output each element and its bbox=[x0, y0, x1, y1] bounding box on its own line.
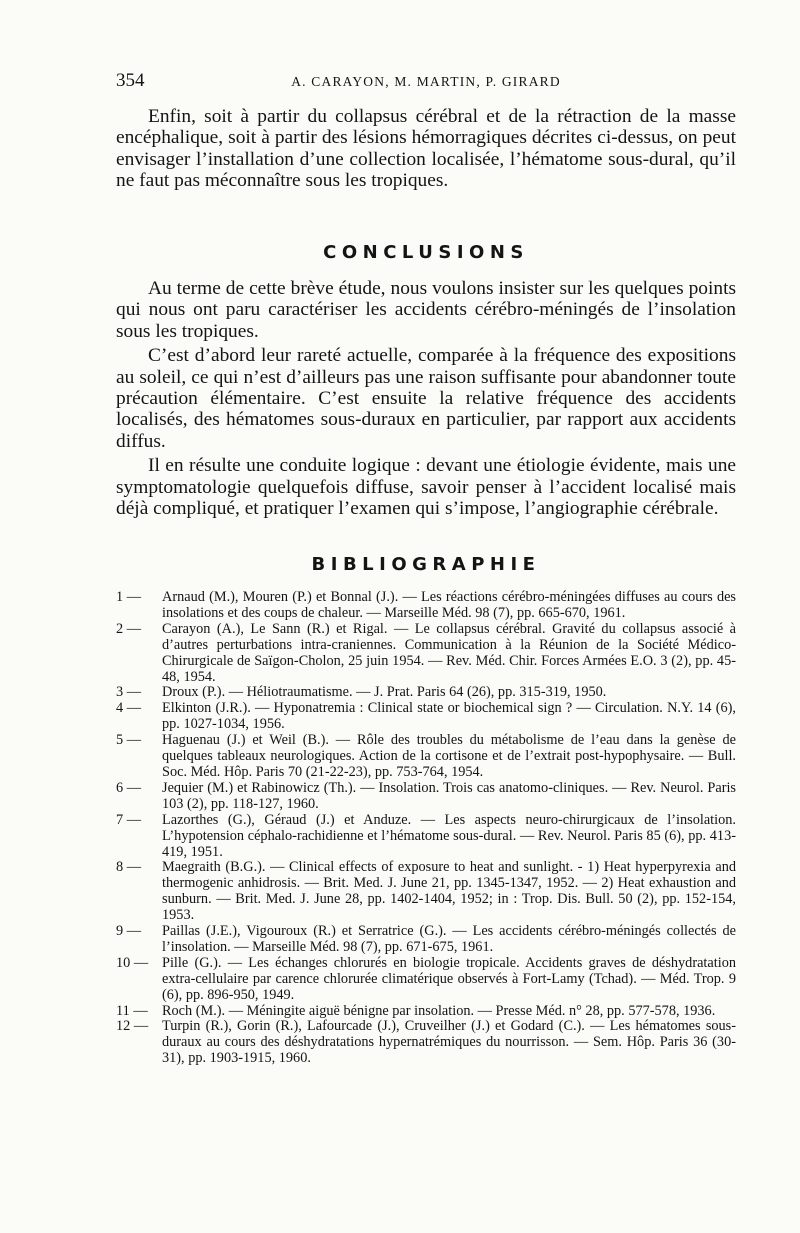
bibliography-entry bbox=[116, 860, 736, 924]
bibliography-entry-number: 2 — bbox=[116, 620, 142, 637]
bibliography-entry-number: 12 — bbox=[116, 1018, 149, 1035]
bibliography-entry bbox=[116, 1019, 736, 1067]
conclusions-paragraph-2: C’est d’abord leur rareté actuelle, comparée à la fréquence des expositions au soleil, ce qui n’est d’ailleurs pas une raison suffisante pour abandonner toute précaution élémentaire. C’est ensuite la relative fréquence des accidents localisés, des hématomes sous-duraux en particulier, par rapport aux accidents diffus. bbox=[116, 345, 736, 452]
bibliography-entry-number: 3 — bbox=[116, 684, 142, 701]
bibliography-entry-number: 10 — bbox=[116, 954, 149, 971]
bibliography-entry-number: 11 — bbox=[116, 1002, 148, 1019]
running-head: A. CARAYON, M. MARTIN, P. GIRARD bbox=[291, 74, 561, 89]
bibliography-entry bbox=[116, 1004, 736, 1020]
bibliography-entry bbox=[116, 813, 736, 861]
conclusions-paragraph-3: Il en résulte une conduite logique : devant une étiologie évidente, mais une symptomatologie quelquefois diffuse, savoir penser à l’accident localisé mais déjà compliqué, et pratiquer l’examen qui s’impose, l’angiographie cérébrale. bbox=[116, 455, 736, 520]
bibliography-entry bbox=[116, 956, 736, 1004]
bibliography-entry bbox=[116, 781, 736, 813]
bibliography-entry-text: Arnaud (M.), Mouren (P.) et Bonnal (J.). — Les réactions cérébro-méningées diffuses au cours des insolations et des coups de chaleur. — Marseille Méd. 98 (7), pp. 665-670, 1961. bbox=[162, 589, 736, 621]
bibliography-title: BIBLIOGRAPHIE bbox=[311, 554, 541, 575]
bibliography-entry-text: Elkinton (J.R.). — Hyponatremia : Clinical state or biochemical sign ? — Circulation. N.Y. 14 (6), pp. 1027-1034, 1956. bbox=[162, 700, 736, 733]
conclusions-paragraph-1: Au terme de cette brève étude, nous voulons insister sur les quelques points qui nous ont paru caractériser les accidents cérébro-méningés de l’insolation sous les tropiques. bbox=[116, 278, 736, 342]
intro-paragraph: Enfin, soit à partir du collapsus cérébral et de la rétraction de la masse encéphalique, soit à partir des lésions hémorragiques décrites ci-dessus, on peut envisager l’installation d’une collection localisée, l’hématome sous-dural, qu’il ne faut pas méconnaître sous les tropiques. bbox=[116, 106, 736, 192]
bibliography-list bbox=[116, 590, 736, 1067]
bibliography-entry bbox=[116, 685, 736, 701]
bibliography-entry bbox=[116, 622, 736, 686]
conclusions-section bbox=[116, 278, 736, 519]
bibliography-entry bbox=[116, 590, 736, 622]
bibliography-entry-number: 9 — bbox=[116, 923, 142, 940]
bibliography-entry-text: Paillas (J.E.), Vigouroux (R.) et Serratrice (G.). — Les accidents cérébro-méningés collectés de l’insolation. — Marseille Méd. 98 (7), pp. 671-675, 1961. bbox=[162, 923, 736, 955]
bibliography-entry-text: Carayon (A.), Le Sann (R.) et Rigal. — Le collapsus cérébral. Gravité du collapsus associé à d’autres perturbations intra-craniennes. Communication à la Réunion de la Société Médico-Chirurgicale de Saïgon-Cholon, 25 juin 1954. — Rev. Méd. Chir. Forces Armées E.O. 3 (2), pp. 45-48, 1954. bbox=[162, 620, 736, 685]
bibliography-entry-text: Roch (M.). — Méningite aiguë bénigne par insolation. — Presse Méd. n° 28, pp. 577-578, 1936. bbox=[162, 1002, 716, 1019]
bibliography-entry bbox=[116, 924, 736, 956]
bibliography-entry bbox=[116, 701, 736, 733]
bibliography-entry-text: Turpin (R.), Gorin (R.), Lafourcade (J.), Cruveilher (J.) et Godard (C.). — Les hématomes sous-duraux au cours des déshydratations hypernatrémiques du nourrisson. — Sem. Hôp. Paris 36 (30-31), pp. 1903-1915, 1960. bbox=[162, 1018, 736, 1067]
bibliography-entry-number: 4 — bbox=[116, 700, 142, 717]
bibliography-entry-text: Maegraith (B.G.). — Clinical effects of exposure to heat and sunlight. - 1) Heat hyperpyrexia and thermogenic anhidrosis. — Brit. Med. J. June 21, pp. 1345-1347, 1952. — 2) Heat exhaustion and sunburn. — Brit. Med. J. June 28, pp. 1402-1404, 1952; in : Trop. Dis. Bull. 50 (2), pp. 152-154, 1953. bbox=[162, 859, 736, 924]
bibliography-entry-text: Pille (G.). — Les échanges chlorurés en biologie tropicale. Accidents graves de déshydratation extra-cellulaire par carence chlorurée climatérique observés à Fort-Lamy (Tchad). — Méd. Trop. 9 (6), pp. 896-950, 1949. bbox=[162, 954, 736, 1003]
intro-section bbox=[116, 106, 736, 192]
bibliography-entry-number: 8 — bbox=[116, 859, 142, 876]
page-header bbox=[116, 70, 736, 94]
bibliography-entry-number: 5 — bbox=[116, 732, 142, 749]
bibliography-entry-number: 6 — bbox=[116, 779, 142, 796]
bibliography-entry-number: 7 — bbox=[116, 811, 142, 828]
conclusions-title: CONCLUSIONS bbox=[323, 242, 529, 263]
bibliography-entry-text: Haguenau (J.) et Weil (B.). — Rôle des troubles du métabolisme de l’eau dans la genèse de quelques tableaux neurologiques. Action de la cortisone et de l’extrait post-hypophysaire. — Bull. Soc. Méd. Hôp. Paris 70 (21-22-23), pp. 753-764, 1954. bbox=[162, 732, 736, 780]
page-number: 354 bbox=[116, 70, 145, 91]
bibliography-entry-text: Jequier (M.) et Rabinowicz (Th.). — Insolation. Trois cas anatomo-cliniques. — Rev. Neurol. Paris 103 (2), pp. 118-127, 1960. bbox=[162, 779, 736, 812]
bibliography-entry-number: 1 — bbox=[116, 589, 142, 605]
bibliography-entry-text: Lazorthes (G.), Géraud (J.) et Anduze. — Les aspects neuro-chirurgicaux de l’insolation. L’hypotension céphalo-rachidienne et l’hématome sous-dural. — Rev. Neurol. Paris 85 (6), pp. 413-419, 1951. bbox=[162, 811, 736, 860]
bibliography-entry-text: Droux (P.). — Héliotraumatisme. — J. Prat. Paris 64 (26), pp. 315-319, 1950. bbox=[162, 684, 607, 701]
bibliography-entry bbox=[116, 733, 736, 781]
